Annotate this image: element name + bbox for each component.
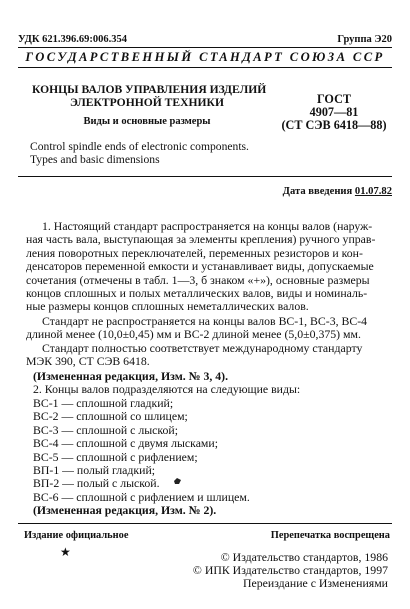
p1-line: концов сплошных и полых металлических валов, виды и номиналь- — [26, 286, 368, 301]
types-list — [33, 397, 401, 504]
header-bottom-rule — [18, 67, 392, 68]
edit-note-2: (Измененная редакция, Изм. № 2). — [33, 503, 217, 517]
p3-line: Стандарт полностью соответствует международному стандарту — [42, 341, 363, 355]
group-code: Группа Э20 — [337, 34, 392, 45]
gost-label: ГОСТ — [316, 92, 351, 106]
gost-st-sev: (СТ СЭВ 6418—88) — [281, 118, 387, 132]
edit-note-1: (Измененная редакция, Изм. № 3, 4). — [33, 369, 229, 383]
paragraph-1 — [26, 220, 394, 314]
list-item: ВП-1 — полый гладкий; — [33, 463, 156, 478]
title-separator-rule — [18, 176, 392, 177]
p3-line: МЭК 390, СТ СЭВ 6418. — [26, 354, 150, 369]
intro-date-value: 01.07.82 — [354, 186, 392, 197]
gost-number: 4907—81 — [309, 105, 359, 119]
reprint-prohibited: Перепечатка воспрещена — [270, 530, 390, 541]
reissue-note: Переиздание с Изменениями — [243, 576, 388, 590]
official-edition: Издание официальное — [24, 530, 129, 541]
p1-line: денсаторов переменной емкости и устанавливает виды, допускаемые — [26, 259, 374, 274]
title-ru-line1: КОНЦЫ ВАЛОВ УПРАВЛЕНИЯ ИЗДЕЛИЙ — [32, 83, 267, 96]
p1-line: 1. Настоящий стандарт распространяется на концы валов (наруж- — [42, 219, 373, 233]
udk-code: УДК 621.396.69:006.354 — [18, 34, 127, 45]
list-item: ВП-2 — полый с лыской. — [33, 476, 160, 491]
p1-line: ная часть вала, выступающая за элементы крепления) ручного управ- — [26, 232, 376, 247]
p1-line: сочетания (отмечены в табл. 1—3, б знаком «+»), основные размеры — [26, 272, 370, 287]
p2-line: длиной менее (10,0±0,45) мм и ВС-2 длиной менее (5,0±0,375) мм. — [26, 327, 361, 342]
paragraph-2 — [26, 315, 394, 342]
star-icon: ★ — [60, 545, 71, 559]
intro-date-label: Дата введения — [282, 186, 353, 197]
title-ru-subtitle: Виды и основные размеры — [83, 116, 211, 127]
state-standard-banner: ГОСУДАРСТВЕННЫЙ СТАНДАРТ СОЮЗА ССР — [25, 50, 385, 64]
title-ru-line2: ЭЛЕКТРОННОЙ ТЕХНИКИ — [70, 96, 224, 109]
header-top-rule — [18, 47, 392, 48]
paragraph-4: 2. Концы валов подразделяются на следующие виды: — [33, 382, 301, 396]
p1-line: ные размеры концов сплошных неметаллических валов. — [26, 299, 309, 314]
footer-rule — [18, 523, 392, 524]
print-mark-icon — [173, 477, 182, 485]
p1-line: ления поворотных переключателей, переменных резисторов и кон- — [26, 245, 363, 260]
paragraph-3 — [26, 342, 394, 369]
list-item: ВС-3 — сплошной с лыской; — [33, 422, 179, 437]
list-item: ВС-5 — сплошной с рифлением; — [33, 449, 198, 464]
p2-line: Стандарт не распространяется на концы валов ВС-1, ВС-3, ВС-4 — [42, 314, 368, 328]
title-en-line2: Types and basic dimensions — [30, 153, 160, 166]
list-item: ВС-1 — сплошной гладкий; — [33, 396, 174, 410]
copyright-line: © Издательство стандартов, 1986 — [220, 550, 388, 564]
list-item: ВС-4 — сплошной с двумя лысками; — [33, 436, 218, 451]
list-item: ВС-6 — сплошной с рифлением и шлицем. — [33, 489, 250, 504]
title-en-line1: Control spindle ends of electronic components. — [30, 140, 249, 153]
copyright-line: © ИПК Издательство стандартов, 1997 — [192, 563, 388, 577]
intro-date — [283, 186, 392, 197]
list-item: ВС-2 — сплошной со шлицем; — [33, 409, 188, 424]
